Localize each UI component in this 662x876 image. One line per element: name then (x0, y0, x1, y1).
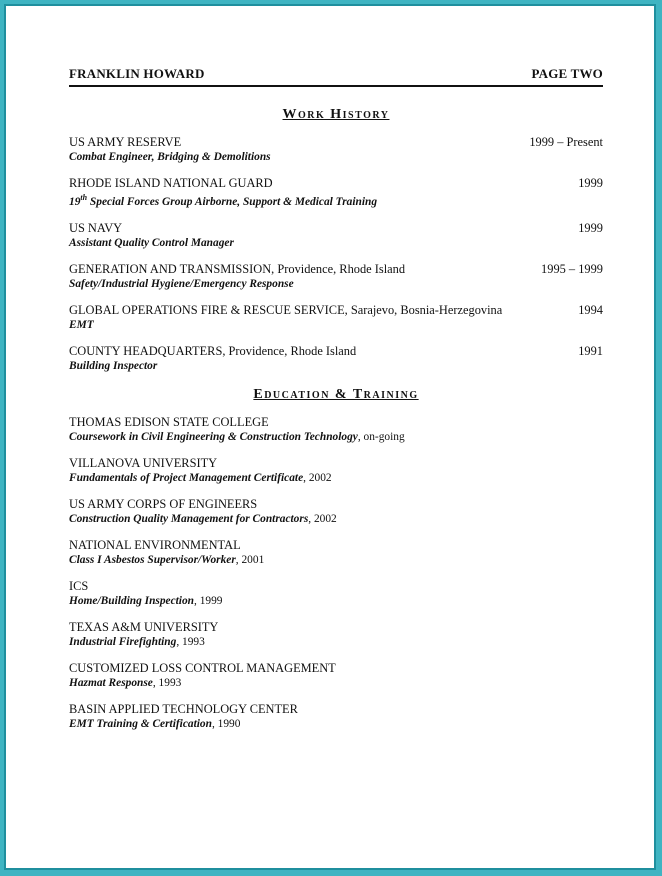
work-entry (69, 176, 603, 209)
education-entry (69, 661, 603, 690)
work-entry (69, 344, 603, 373)
program-year: , 1999 (194, 594, 223, 607)
program: Class I Asbestos Supervisor/Worker, 2001 (69, 553, 265, 566)
work-date: 1994 (578, 302, 603, 317)
work-entry (69, 262, 603, 291)
institution: ICS (69, 578, 89, 593)
program: EMT Training & Certification, 1990 (69, 717, 241, 730)
education-heading: Education & Training (253, 386, 419, 402)
education-entry (69, 497, 603, 526)
work-history-list (66, 135, 606, 373)
education-entry (69, 538, 603, 567)
page-label: PAGE TWO (531, 66, 603, 81)
work-role: Safety/Industrial Hygiene/Emergency Response (69, 277, 294, 290)
education-entry (69, 620, 603, 649)
work-entry (69, 221, 603, 250)
candidate-name: FRANKLIN HOWARD (69, 66, 205, 81)
program: Coursework in Civil Engineering & Construction Technology, on-going (69, 430, 405, 443)
institution: VILLANOVA UNIVERSITY (69, 455, 218, 470)
employer: GLOBAL OPERATIONS FIRE & RESCUE SERVICE (69, 302, 345, 317)
work-role: Building Inspector (69, 359, 158, 372)
program: Hazmat Response, 1993 (69, 676, 182, 689)
program: Home/Building Inspection, 1999 (69, 594, 223, 607)
program: Industrial Firefighting, 1993 (69, 635, 205, 648)
employer: RHODE ISLAND NATIONAL GUARD (69, 176, 273, 190)
work-role: EMT (69, 318, 94, 331)
program-year: , on-going (357, 430, 405, 443)
work-role: 19th Special Forces Group Airborne, Support & Medical Training (69, 193, 378, 208)
work-role: Combat Engineer, Bridging & Demolitions (69, 151, 271, 163)
document-frame (4, 4, 656, 870)
program-year: , 2002 (303, 471, 332, 484)
work-location: , Providence, Rhode Island (222, 343, 357, 358)
institution: CUSTOMIZED LOSS CONTROL MANAGEMENT (69, 660, 336, 675)
work-entry (69, 303, 603, 332)
employer: GENERATION AND TRANSMISSION (69, 261, 272, 276)
program-year: , 1990 (211, 717, 241, 730)
work-role: Assistant Quality Control Manager (69, 236, 234, 249)
program-year: , 2002 (308, 512, 337, 525)
work-date: 1995 – 1999 (541, 261, 603, 276)
work-date: 1999 (578, 176, 603, 190)
institution: TEXAS A&M UNIVERSITY (69, 619, 219, 634)
page-header (69, 66, 603, 87)
work-date: 1991 (578, 343, 603, 358)
program-year: , 2001 (235, 553, 265, 566)
work-history-heading: Work History (282, 107, 390, 122)
program: Fundamentals of Project Management Certificate, 2002 (69, 471, 332, 484)
institution: THOMAS EDISON STATE COLLEGE (69, 414, 269, 429)
program: Construction Quality Management for Contractors, 2002 (69, 512, 337, 525)
education-entry (69, 456, 603, 485)
education-list (66, 415, 606, 731)
education-entry (69, 579, 603, 608)
program-year: , 1993 (152, 676, 182, 689)
program-year: , 1993 (176, 635, 205, 648)
education-entry (69, 415, 603, 444)
institution: NATIONAL ENVIRONMENTAL (69, 537, 241, 552)
institution: BASIN APPLIED TECHNOLOGY CENTER (69, 701, 298, 716)
resume-page (66, 66, 606, 743)
work-entry (69, 135, 603, 164)
work-date: 1999 (578, 220, 603, 235)
employer: US ARMY RESERVE (69, 135, 182, 149)
work-location: , Sarajevo, Bosnia-Herzegovina (344, 302, 503, 317)
education-entry (69, 702, 603, 731)
institution: US ARMY CORPS OF ENGINEERS (69, 496, 258, 511)
employer: COUNTY HEADQUARTERS (69, 343, 223, 358)
employer: US NAVY (69, 220, 123, 235)
work-location: , Providence, Rhode Island (271, 261, 406, 276)
work-date: 1999 – Present (529, 135, 603, 149)
